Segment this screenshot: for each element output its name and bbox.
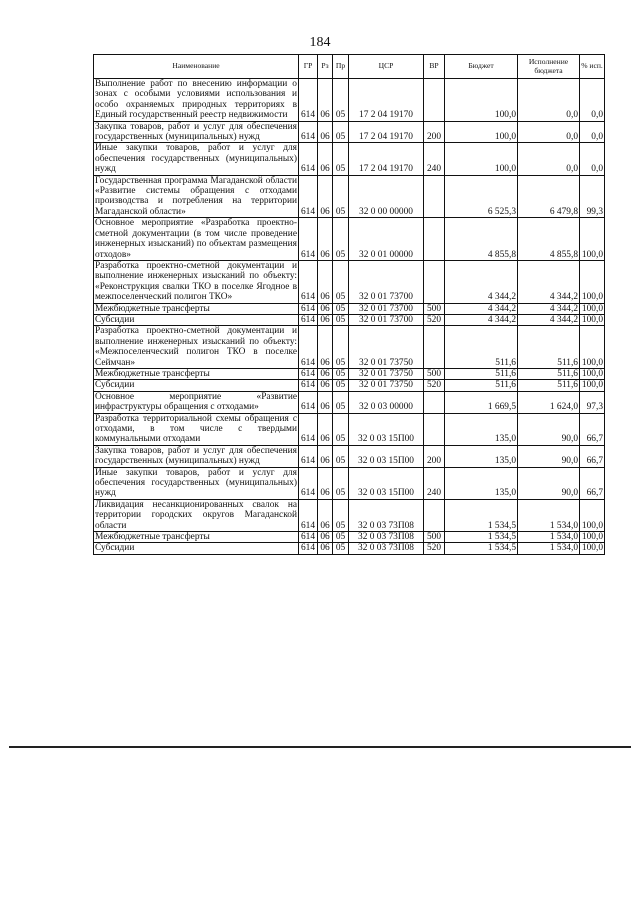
page-number: 184 bbox=[309, 35, 331, 50]
col-header-execution: Исполнение бюджета bbox=[518, 55, 580, 79]
cell-pr: 05 bbox=[333, 326, 349, 369]
cell-csr: 17 2 04 19170 bbox=[349, 79, 424, 122]
cell-gr: 614 bbox=[299, 413, 318, 445]
cell-vr bbox=[424, 260, 445, 303]
cell-budget: 135,0 bbox=[445, 445, 518, 467]
cell-vr: 240 bbox=[424, 143, 445, 175]
cell-csr: 32 0 01 00000 bbox=[349, 218, 424, 261]
cell-gr: 614 bbox=[299, 467, 318, 499]
cell-rz: 06 bbox=[318, 314, 333, 325]
table-body bbox=[94, 79, 605, 555]
cell-name: Разработка территориальной схемы обращения с отходами, в том числе с твердыми коммунальными отходами bbox=[95, 413, 297, 445]
cell-vr: 520 bbox=[424, 314, 445, 325]
cell-rz: 06 bbox=[318, 391, 333, 413]
table-row bbox=[94, 413, 605, 445]
cell-gr: 614 bbox=[299, 79, 318, 122]
col-header-gr: ГР bbox=[299, 55, 318, 79]
table-row bbox=[94, 499, 605, 531]
col-header-pr: Пр bbox=[333, 55, 349, 79]
cell-budget: 6 525,3 bbox=[445, 175, 518, 218]
cell-budget: 4 344,2 bbox=[445, 303, 518, 314]
cell-rz: 06 bbox=[318, 303, 333, 314]
cell-rz: 06 bbox=[318, 413, 333, 445]
cell-pr: 05 bbox=[333, 79, 349, 122]
cell-csr: 32 0 03 73П08 bbox=[349, 499, 424, 531]
table-row bbox=[94, 314, 605, 325]
table-row bbox=[94, 368, 605, 379]
col-header-budget: Бюджет bbox=[445, 55, 518, 79]
cell-budget: 100,0 bbox=[445, 79, 518, 122]
cell-budget: 1 534,5 bbox=[445, 499, 518, 531]
table-row bbox=[94, 218, 605, 261]
cell-execution: 1 534,0 bbox=[518, 499, 580, 531]
cell-budget: 511,6 bbox=[445, 326, 518, 369]
table-header-row bbox=[94, 55, 605, 79]
cell-pr: 05 bbox=[333, 413, 349, 445]
cell-execution: 4 344,2 bbox=[518, 303, 580, 314]
cell-gr: 614 bbox=[299, 303, 318, 314]
col-header-vr: ВР bbox=[424, 55, 445, 79]
cell-pr: 05 bbox=[333, 543, 349, 554]
cell-name: Ликвидация несанкционированных свалок на территории городских округов Магаданской области bbox=[95, 499, 297, 531]
cell-percent: 0,0 bbox=[580, 121, 605, 143]
cell-percent: 100,0 bbox=[580, 543, 605, 554]
cell-budget: 1 534,5 bbox=[445, 543, 518, 554]
cell-percent: 100,0 bbox=[580, 499, 605, 531]
cell-rz: 06 bbox=[318, 143, 333, 175]
table-row bbox=[94, 303, 605, 314]
cell-budget: 511,6 bbox=[445, 380, 518, 391]
table-row bbox=[94, 532, 605, 543]
table-row bbox=[94, 543, 605, 554]
cell-execution: 4 344,2 bbox=[518, 260, 580, 303]
cell-percent: 100,0 bbox=[580, 368, 605, 379]
cell-csr: 32 0 03 15П00 bbox=[349, 413, 424, 445]
cell-name: Субсидии bbox=[94, 380, 299, 391]
cell-execution: 1 534,0 bbox=[518, 532, 580, 543]
cell-gr: 614 bbox=[299, 499, 318, 531]
cell-percent: 0,0 bbox=[580, 79, 605, 122]
cell-gr: 614 bbox=[299, 380, 318, 391]
cell-vr: 500 bbox=[424, 303, 445, 314]
col-header-csr: ЦСР bbox=[349, 55, 424, 79]
cell-gr: 614 bbox=[299, 218, 318, 261]
cell-execution: 90,0 bbox=[518, 413, 580, 445]
cell-percent: 100,0 bbox=[580, 218, 605, 261]
cell-name: Межбюджетные трансферты bbox=[94, 303, 299, 314]
cell-name: Субсидии bbox=[94, 543, 299, 554]
cell-rz: 06 bbox=[318, 368, 333, 379]
cell-pr: 05 bbox=[333, 314, 349, 325]
cell-gr: 614 bbox=[299, 175, 318, 218]
cell-percent: 100,0 bbox=[580, 303, 605, 314]
cell-budget: 511,6 bbox=[445, 368, 518, 379]
cell-rz: 06 bbox=[318, 175, 333, 218]
cell-percent: 0,0 bbox=[580, 143, 605, 175]
cell-name: Разработка проектно-сметной документации и выполнение инженерных изысканий по объекту: «Реконструкция свалки ТКО в поселке Ягодное в межпоселенческий полигон ТКО» bbox=[95, 260, 297, 303]
cell-csr: 32 0 01 73700 bbox=[349, 303, 424, 314]
cell-rz: 06 bbox=[318, 260, 333, 303]
cell-execution: 90,0 bbox=[518, 467, 580, 499]
cell-percent: 100,0 bbox=[580, 532, 605, 543]
table-row bbox=[94, 260, 605, 303]
table-row bbox=[94, 79, 605, 122]
cell-budget: 100,0 bbox=[445, 121, 518, 143]
cell-name: Закупка товаров, работ и услуг для обеспечения государственных (муниципальных) нужд bbox=[95, 445, 297, 467]
cell-percent: 99,3 bbox=[580, 175, 605, 218]
cell-rz: 06 bbox=[318, 532, 333, 543]
col-header-name: Наименование bbox=[94, 55, 299, 79]
cell-execution: 0,0 bbox=[518, 79, 580, 122]
bottom-rule bbox=[9, 746, 631, 748]
cell-csr: 17 2 04 19170 bbox=[349, 121, 424, 143]
cell-execution: 4 855,8 bbox=[518, 218, 580, 261]
cell-pr: 05 bbox=[333, 391, 349, 413]
cell-budget: 100,0 bbox=[445, 143, 518, 175]
cell-vr bbox=[424, 218, 445, 261]
cell-execution: 6 479,8 bbox=[518, 175, 580, 218]
cell-rz: 06 bbox=[318, 499, 333, 531]
table-row bbox=[94, 467, 605, 499]
cell-rz: 06 bbox=[318, 121, 333, 143]
cell-budget: 135,0 bbox=[445, 467, 518, 499]
cell-pr: 05 bbox=[333, 260, 349, 303]
cell-gr: 614 bbox=[299, 391, 318, 413]
cell-rz: 06 bbox=[318, 467, 333, 499]
cell-vr: 200 bbox=[424, 121, 445, 143]
cell-execution: 90,0 bbox=[518, 445, 580, 467]
cell-name: Основное мероприятие «Развитие инфраструктуры обращения с отходами» bbox=[95, 391, 297, 413]
cell-budget: 1 669,5 bbox=[445, 391, 518, 413]
cell-pr: 05 bbox=[333, 445, 349, 467]
cell-name: Иные закупки товаров, работ и услуг для обеспечения государственных (муниципальных) нужд bbox=[95, 143, 297, 175]
cell-budget: 4 344,2 bbox=[445, 260, 518, 303]
cell-percent: 100,0 bbox=[580, 326, 605, 369]
cell-pr: 05 bbox=[333, 467, 349, 499]
cell-gr: 614 bbox=[299, 143, 318, 175]
table-row bbox=[94, 391, 605, 413]
cell-name: Выполнение работ по внесению информации о зонах с особыми условиями использования и особо охраняемых природных территориях в Единый государственный реестр недвижимости bbox=[95, 79, 297, 121]
cell-pr: 05 bbox=[333, 499, 349, 531]
cell-csr: 32 0 03 73П08 bbox=[349, 543, 424, 554]
cell-execution: 511,6 bbox=[518, 368, 580, 379]
cell-name: Субсидии bbox=[94, 314, 299, 325]
cell-vr bbox=[424, 391, 445, 413]
cell-vr bbox=[424, 79, 445, 122]
cell-execution: 511,6 bbox=[518, 326, 580, 369]
cell-gr: 614 bbox=[299, 543, 318, 554]
table-row bbox=[94, 445, 605, 467]
cell-gr: 614 bbox=[299, 445, 318, 467]
cell-execution: 1 624,0 bbox=[518, 391, 580, 413]
cell-csr: 32 0 01 73750 bbox=[349, 380, 424, 391]
cell-percent: 100,0 bbox=[580, 260, 605, 303]
cell-pr: 05 bbox=[333, 218, 349, 261]
cell-vr bbox=[424, 326, 445, 369]
cell-execution: 511,6 bbox=[518, 380, 580, 391]
cell-gr: 614 bbox=[299, 368, 318, 379]
col-header-percent: % исп. bbox=[580, 55, 605, 79]
cell-gr: 614 bbox=[299, 314, 318, 325]
cell-csr: 32 0 03 15П00 bbox=[349, 467, 424, 499]
cell-rz: 06 bbox=[318, 218, 333, 261]
cell-percent: 100,0 bbox=[580, 314, 605, 325]
cell-csr: 32 0 03 73П08 bbox=[349, 532, 424, 543]
cell-vr bbox=[424, 175, 445, 218]
cell-rz: 06 bbox=[318, 445, 333, 467]
cell-vr: 520 bbox=[424, 380, 445, 391]
cell-execution: 1 534,0 bbox=[518, 543, 580, 554]
cell-name: Государственная программа Магаданской области «Развитие системы обращения с отходами производства и потребления на территории Магаданской области» bbox=[95, 175, 297, 217]
cell-rz: 06 bbox=[318, 79, 333, 122]
cell-vr: 240 bbox=[424, 467, 445, 499]
table-row bbox=[94, 121, 605, 143]
table-row bbox=[94, 175, 605, 218]
cell-pr: 05 bbox=[333, 121, 349, 143]
cell-rz: 06 bbox=[318, 380, 333, 391]
cell-percent: 66,7 bbox=[580, 413, 605, 445]
cell-budget: 135,0 bbox=[445, 413, 518, 445]
cell-gr: 614 bbox=[299, 121, 318, 143]
cell-vr: 200 bbox=[424, 445, 445, 467]
cell-csr: 32 0 01 73700 bbox=[349, 314, 424, 325]
cell-pr: 05 bbox=[333, 175, 349, 218]
cell-percent: 66,7 bbox=[580, 445, 605, 467]
cell-csr: 32 0 01 73750 bbox=[349, 368, 424, 379]
cell-budget: 4 344,2 bbox=[445, 314, 518, 325]
cell-name: Межбюджетные трансферты bbox=[94, 368, 299, 379]
cell-pr: 05 bbox=[333, 532, 349, 543]
cell-name: Межбюджетные трансферты bbox=[94, 532, 299, 543]
cell-percent: 100,0 bbox=[580, 380, 605, 391]
cell-rz: 06 bbox=[318, 326, 333, 369]
cell-pr: 05 bbox=[333, 380, 349, 391]
cell-percent: 97,3 bbox=[580, 391, 605, 413]
table-row bbox=[94, 143, 605, 175]
col-header-rz: Рз bbox=[318, 55, 333, 79]
cell-name: Разработка проектно-сметной документации и выполнение инженерных изысканий по объекту: «Межпоселенческий полигон ТКО в поселке Сеймчан» bbox=[95, 326, 297, 368]
cell-csr: 32 0 00 00000 bbox=[349, 175, 424, 218]
cell-pr: 05 bbox=[333, 143, 349, 175]
cell-gr: 614 bbox=[299, 326, 318, 369]
cell-vr bbox=[424, 499, 445, 531]
cell-gr: 614 bbox=[299, 260, 318, 303]
cell-gr: 614 bbox=[299, 532, 318, 543]
cell-csr: 32 0 01 73750 bbox=[349, 326, 424, 369]
table-row bbox=[94, 326, 605, 369]
cell-budget: 4 855,8 bbox=[445, 218, 518, 261]
cell-pr: 05 bbox=[333, 368, 349, 379]
cell-budget: 1 534,5 bbox=[445, 532, 518, 543]
cell-name: Основное мероприятие «Разработка проектно-сметной документации (в том числе проведение инженерных изысканий) по объектам размещения отходов» bbox=[95, 218, 297, 260]
cell-name: Закупка товаров, работ и услуг для обеспечения государственных (муниципальных) нужд bbox=[95, 121, 297, 143]
cell-percent: 66,7 bbox=[580, 467, 605, 499]
cell-csr: 32 0 03 15П00 bbox=[349, 445, 424, 467]
cell-vr: 500 bbox=[424, 368, 445, 379]
cell-rz: 06 bbox=[318, 543, 333, 554]
cell-execution: 0,0 bbox=[518, 121, 580, 143]
cell-vr: 520 bbox=[424, 543, 445, 554]
cell-execution: 0,0 bbox=[518, 143, 580, 175]
cell-csr: 32 0 01 73700 bbox=[349, 260, 424, 303]
cell-csr: 17 2 04 19170 bbox=[349, 143, 424, 175]
cell-pr: 05 bbox=[333, 303, 349, 314]
cell-name: Иные закупки товаров, работ и услуг для обеспечения государственных (муниципальных) нужд bbox=[95, 467, 297, 499]
cell-vr: 500 bbox=[424, 532, 445, 543]
table-row bbox=[94, 380, 605, 391]
cell-vr bbox=[424, 413, 445, 445]
budget-table bbox=[93, 54, 605, 555]
cell-csr: 32 0 03 00000 bbox=[349, 391, 424, 413]
cell-execution: 4 344,2 bbox=[518, 314, 580, 325]
